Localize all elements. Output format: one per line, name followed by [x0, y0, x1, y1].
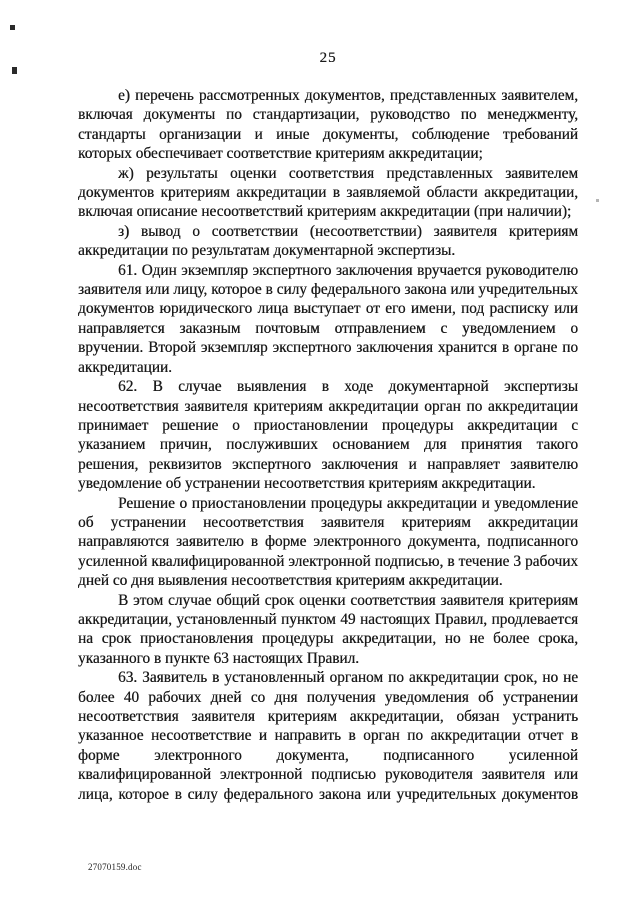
scan-artifact-dot	[10, 25, 15, 30]
scan-artifact-dot	[596, 199, 599, 202]
scan-artifact-dot	[12, 67, 17, 74]
paragraph-clause-62-term: В этом случае общий срок оценки соответствия заявителя критериям аккредитации, установленный пунктом 49 настоящих Правил, продлевается на срок приостановления процедуры аккредитации, но не более срока, указанного в пункте 63 настоящих Правил.	[78, 591, 578, 667]
paragraph-clause-61: 61. Один экземпляр экспертного заключения вручается руководителю заявителя или лицу, которое в силу федерального закона или учредительных документов юридического лица выступает от его имени, под расписку или направляется заказным почтовым отправлением с уведомлением о вручении. Второй экземпляр экспертного заключения хранится в органе по аккредитации.	[78, 261, 578, 376]
paragraph-item-z: з) вывод о соответствии (несоответствии) заявителя критериям аккредитации по результатам документарной экспертизы.	[78, 222, 578, 260]
paragraph-item-zh: ж) результаты оценки соответствия представленных заявителем документов критериям аккредитации в заявляемой области аккредитации, включая описание несоответствий критериям аккредитации (при наличии);	[78, 164, 578, 221]
paragraph-item-e: е) перечень рассмотренных документов, представленных заявителем, включая документы по стандартизации, руководство по менеджменту, стандарты организации и иные документы, соблюдение требований которых обеспечивает соответствие критериям аккредитации;	[78, 87, 578, 163]
document-filename: 27070159.doc	[88, 862, 142, 872]
document-body	[78, 86, 578, 804]
paragraph-clause-62: 62. В случае выявления в ходе документарной экспертизы несоответствия заявителя критериям аккредитации орган по аккредитации принимает решение о приостановлении процедуры аккредитации с указанием причин, послуживших основанием для принятия такого решения, реквизитов экспертного заключения и направляет заявителю уведомление об устранении несоответствия критериям аккредитации.	[78, 378, 578, 493]
paragraph-clause-62-decision: Решение о приостановлении процедуры аккредитации и уведомление об устранении несоответствия заявителя критериям аккредитации направляются заявителю в форме электронного документа, подписанного усиленной квалифицированной электронной подписью, в течение 3 рабочих дней со дня выявления несоответствия критериям аккредитации.	[78, 494, 578, 590]
page-number: 25	[319, 50, 337, 66]
paragraph-clause-63: 63. Заявитель в установленный органом по аккредитации срок, но не более 40 рабочих дней со дня получения уведомления об устранении несоответствия заявителя критериям аккредитации, обязан устранить указанное несоответствие и направить в орган по аккредитации отчет в форме электронного документа, подписанного усиленной квалифицированной электронной подписью руководителя заявителя или лица, которое в силу федерального закона или учредительных документов	[78, 669, 578, 803]
